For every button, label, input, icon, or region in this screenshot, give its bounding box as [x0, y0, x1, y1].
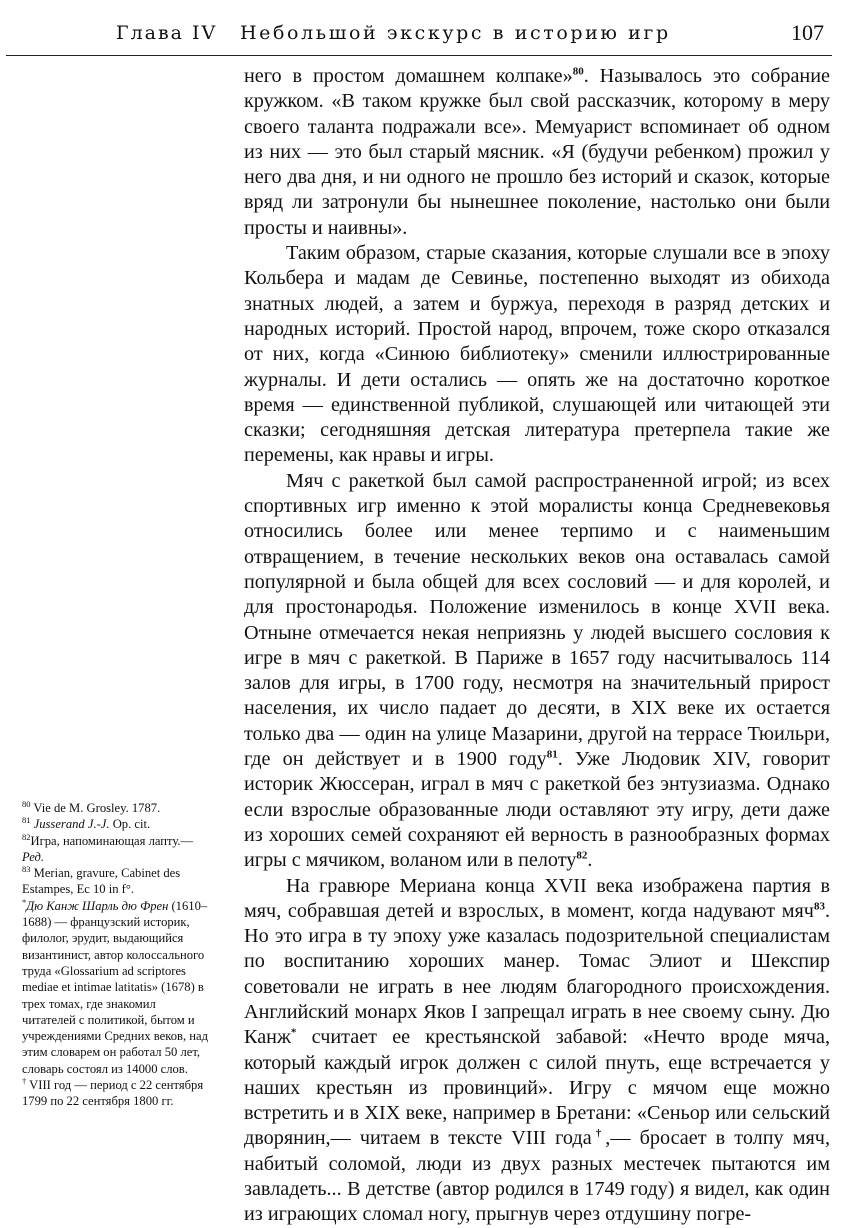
- p3-text-c: .: [587, 849, 593, 872]
- p3-text-b: . Уже Людовик XIV, говорит историк Жюссеран, играл в мяч с ракеткой без энтузиазма. Однако если взрослые образованные люди оставляют эту игру, дети даже из хороших семей сохраняют ей верность в разнообразных формах игры с мячиком, воланом или в пелоту: [244, 748, 830, 872]
- footnote-82-editor: Ред.: [22, 849, 45, 864]
- p4-text-c: считает ее крестьянской забавой: «Нечто вроде мяча, который каждый игрок должен с силой пнуть, еще встречается у наших крестьян из провинций». Игру с мячом еще можно встретить и в XIX веке, например в Бретани: «Сеньор или сельский дворянин,— читаем в тексте VIII года: [244, 1026, 830, 1150]
- footnote-ref-81: 81: [546, 748, 558, 761]
- footnote-ref-star: *: [290, 1026, 297, 1039]
- header-rule: [6, 55, 832, 56]
- footnote-dagger: [22, 1077, 212, 1110]
- footnote-ref-80: 80: [572, 65, 584, 78]
- footnote-ref-83: 83: [813, 900, 825, 913]
- chapter-label: Глава IV: [116, 22, 218, 44]
- margin-footnotes: [22, 800, 212, 1110]
- running-header: [0, 0, 860, 56]
- footnote-83: [22, 865, 212, 898]
- footnote-80-text: Vie de M. Grosley. 1787.: [30, 801, 161, 815]
- footnote-81: [22, 816, 212, 832]
- footnote-star: [22, 898, 212, 1077]
- footnote-82-text: Игра, напоминающая лапту.—: [30, 833, 194, 848]
- paragraph-3: [244, 469, 830, 874]
- paragraph-1: [244, 64, 830, 241]
- footnote-ref-dagger: †: [591, 1127, 606, 1140]
- paragraph-4: [244, 874, 830, 1228]
- footnote-81-author: Jusserand J.-J.: [30, 817, 110, 832]
- footnote-81-text: Op. cit.: [109, 817, 151, 832]
- p4-text-d: ,— бросает в толпу мяч, набитый соломой, люди из двух разных местечек пытаются им завладеть... В детстве (автор родился в 1749 году) я видел, как один из играющих сломал ногу, прыгнув через отдушину погре-: [244, 1127, 831, 1226]
- p4-text-a: На гравюре Мериана конца XVII века изображена партия в мяч, собравшая детей и взрослых, в момент, когда надувают мяч: [244, 874, 830, 922]
- footnote-80-mark: 80: [22, 798, 31, 809]
- footnote-82-mark: 82: [22, 831, 31, 842]
- footnote-80: [22, 800, 212, 816]
- p4-text-b: . Но это игра в ту эпоху уже казалась подозрительной специалистам по воспитанию хороших манер. Томас Элиот и Шекспир советовали не играть в нее людям благородного происхождения. Английский монарх Яков I запрещал играть в нее своему сыну. Дю Канж: [244, 899, 830, 1049]
- footnote-83-mark: 83: [22, 864, 31, 874]
- chapter-title: Небольшой экскурс в историю игр: [240, 22, 671, 44]
- p3-text-a: Мяч с ракеткой был самой распространенной игрой; из всех спортивных игр именно к этой моралисты конца Средневековья относились более или менее терпимо и с наименьшим отвращением, в течение нескольких веков она оставалась самой популярной и была общей для всех сословий — и для королей, и для простонародья. Положение изменилось в конце XVII века. Отныне отмечается некая неприязнь у людей высшего сословия к игре в мяч с ракеткой. В Париже в 1657 году насчитывалось 114 залов для игры, в 1700 году, несмотря на значительный прирост населения, их число падает до десяти, в XIX веке их остается только два — один на улице Мазарини, другой на террасе Тюильри, где он действует и в 1900 году: [244, 469, 830, 771]
- footnote-81-mark: 81: [22, 815, 31, 826]
- footnote-83-text: Merian, gravure, Cabinet des Estampes, Ec 10 in f°.: [22, 866, 181, 897]
- page-number: 107: [791, 20, 824, 45]
- p1-text-a: него в простом домашнем колпаке»: [244, 65, 573, 87]
- footnote-82: [22, 833, 212, 866]
- p2-text: Таким образом, старые сказания, которые слушали все в эпоху Кольбера и мадам де Севинье, постепенно выходят из обихода знатных людей, а затем и буржуа, переходя в разряд детских и народных историй. Простой народ, впрочем, тоже скоро отказался от них, когда «Синюю библиотеку» сменили иллюстрированные журналы. И дети остались — опять же на достаточно короткое время — единственной публикой, слушающей или читающей эти сказки; сегодняшняя детская литература претерпела такие же перемены, как нравы и игры.: [244, 242, 830, 467]
- p1-text-b: . Называлось это собрание кружком. «В таком кружке был свой рассказчик, которому в меру своего таланта подражали все». Мемуарист вспоминает об одном из них — это был старый мясник. «Я (будучи ребенком) прожил у него два дня, и ни одного не прошло без историй и сказок, которые вряд ли затронули бы нынешнее поколение, настолько они были просты и наивны».: [244, 65, 830, 239]
- paragraph-2: [244, 241, 830, 469]
- footnote-star-text: (1610–1688) — французский историк, филолог, эрудит, выдающийся византинист, автор колоссального труда «Glossarium ad scriptores mediae et intimae latitatis» (1678) в трех томах, где знакомил читателей с политикой, бытом и учреждениями Средних веков, над этим словарем он работал 50 лет, словарь состоял из 14000 слов.: [22, 898, 209, 1076]
- footnote-star-name: Дю Канж Шарль дю Френ: [26, 898, 169, 913]
- footnote-dagger-text: VIII год — период с 22 сентября 1799 по 22 сентября 1800 гг.: [22, 1078, 204, 1109]
- main-text: [244, 64, 830, 1228]
- footnote-dagger-mark: †: [22, 1075, 27, 1086]
- footnote-star-mark: *: [22, 896, 27, 907]
- footnote-ref-82: 82: [576, 849, 588, 862]
